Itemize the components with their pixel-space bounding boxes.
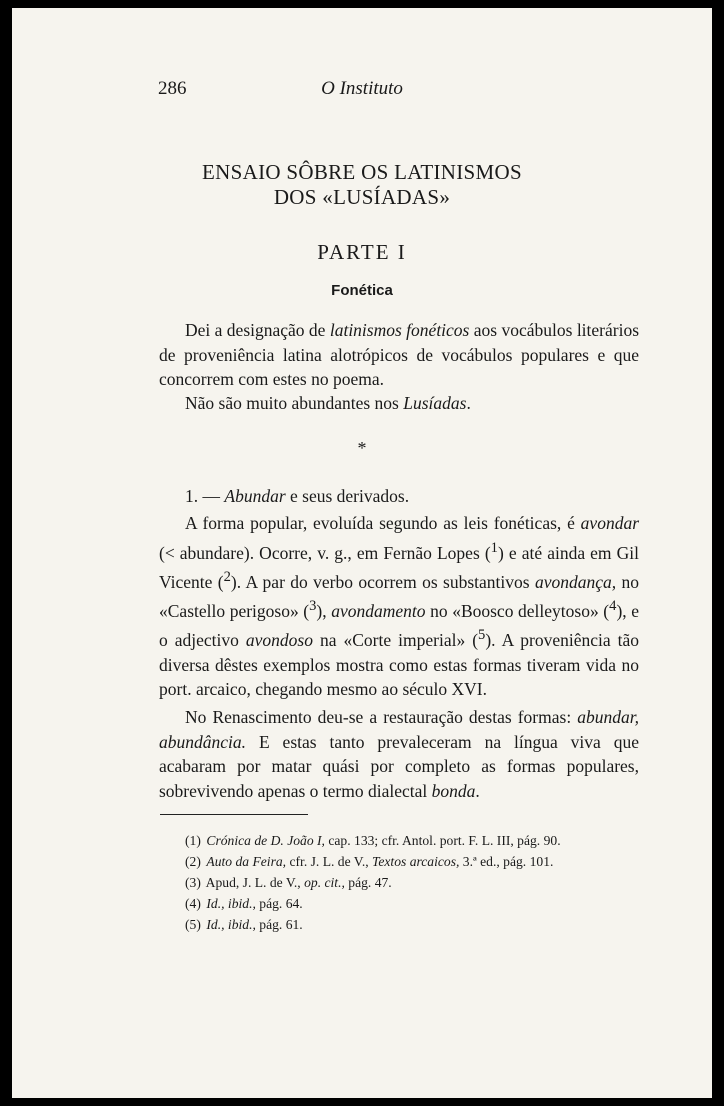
footnote-italic: Textos arcaicos, (372, 854, 460, 869)
text-run: aos vocábulos literários de proveniência latina alotrópicos de vocábulos populares e que concorrem com estes no poema. (159, 320, 640, 389)
footnote-italic: op. cit., (304, 875, 345, 890)
footnote-italic: Crónica de D. João I, (206, 833, 325, 848)
footnote-italic: Id., ibid., (206, 896, 256, 911)
footnote-text: cfr. J. L. de V., (286, 854, 373, 869)
footnote-2 (185, 851, 655, 872)
italic-term: Lusíadas (403, 393, 467, 413)
text-run: ), e o adjectivo (159, 600, 639, 651)
body-paragraph-1 (159, 511, 639, 702)
part-heading: PARTE I (317, 240, 407, 264)
footnote-italic: Id., ibid., (206, 917, 256, 932)
text-run: ). A par do verbo ocorrem os substantivos (230, 571, 535, 592)
text-run: E estas tanto prevaleceram na língua viva que acabaram por matar quási por completo as formas populares, sobrevivendo apenas o termo dialectal (159, 731, 639, 801)
footnote-text: pág. 47. (344, 875, 392, 890)
intro-paragraph (159, 318, 639, 392)
footnotes-list (185, 830, 655, 935)
footnote-marker: (5) (185, 917, 201, 932)
article-title (12, 160, 712, 210)
text-run: ) e até ainda em Gil Vicente ( (159, 542, 639, 592)
article-title-line-1: ENSAIO SÔBRE OS LATINISMOS (202, 160, 522, 184)
italic-term: latinismos fonéticos (329, 320, 470, 340)
italic-term: avondar (580, 513, 639, 533)
text-run: . (475, 780, 480, 801)
footnote-ref[interactable]: 4 (609, 598, 617, 615)
footnote-marker: (1) (185, 833, 201, 848)
text-run: no «Boosco delleytoso» ( (425, 600, 610, 621)
italic-term: avondoso (245, 630, 313, 651)
page-header (12, 78, 712, 102)
footnote-5 (185, 914, 655, 935)
text-run: na «Corte imperial» ( (312, 630, 479, 651)
text-run: (< abundare). Ocorre, v. g., em Fernão Lopes ( (159, 542, 491, 563)
footnote-ref[interactable]: 5 (478, 627, 486, 644)
text-run: Dei a designação de (185, 320, 330, 340)
footnote-text: pág. 61. (255, 917, 303, 932)
footnote-text: 3.ª ed., pág. 101. (459, 854, 554, 869)
footnote-italic: Auto da Feira, (206, 854, 287, 869)
footnote-ref[interactable]: 2 (223, 568, 231, 585)
text-run: ). A proveniência tão diversa dêstes exemplos mostra como estas formas tiveram vida no port. arcaico, chegando mesmo ao século XVI. (159, 630, 639, 700)
footnote-rule (160, 814, 308, 815)
text-run: A forma popular, evoluída segundo as leis fonéticas, é (185, 513, 581, 533)
italic-term: abundar, abundância. (159, 707, 639, 752)
text-run: No Renascimento deu-se a restauração destas formas: (185, 707, 578, 727)
footnote-4 (185, 893, 655, 914)
footnote-text: pág. 64. (255, 896, 303, 911)
page-number: 286 (158, 78, 187, 99)
italic-term: bonda (431, 780, 476, 801)
section-separator: * (357, 438, 367, 458)
item-heading-rest: e seus derivados. (285, 486, 410, 506)
article-title-line-2: DOS «LUSÍADAS» (273, 185, 451, 209)
text-run: . (466, 393, 471, 413)
italic-term: avondança, (534, 571, 617, 592)
text-run: no «Castello perigoso» ( (159, 571, 639, 621)
intro-paragraph-2 (159, 391, 639, 416)
item-number: 1. — (185, 486, 225, 506)
book-page (12, 8, 712, 1098)
section-heading: Fonética (331, 282, 393, 299)
text-run: ), (316, 600, 332, 621)
footnote-marker: (4) (185, 896, 201, 911)
item-heading (185, 486, 409, 507)
footnote-marker: (3) (185, 875, 201, 890)
footnote-marker: (2) (185, 854, 201, 869)
footnote-3 (185, 872, 655, 893)
body-paragraph-2 (159, 705, 639, 803)
running-title: O Instituto (321, 78, 403, 99)
italic-term: avondamento (331, 600, 426, 621)
footnote-text: Apud, J. L. de V., (205, 875, 305, 890)
footnote-1 (185, 830, 655, 851)
footnote-ref[interactable]: 3 (309, 598, 317, 615)
footnote-ref[interactable]: 1 (490, 539, 498, 556)
footnote-text: cap. 133; cfr. Antol. port. F. L. III, pág. 90. (324, 833, 561, 848)
item-word: Abundar (224, 486, 286, 506)
text-run: Não são muito abundantes nos (185, 393, 404, 413)
